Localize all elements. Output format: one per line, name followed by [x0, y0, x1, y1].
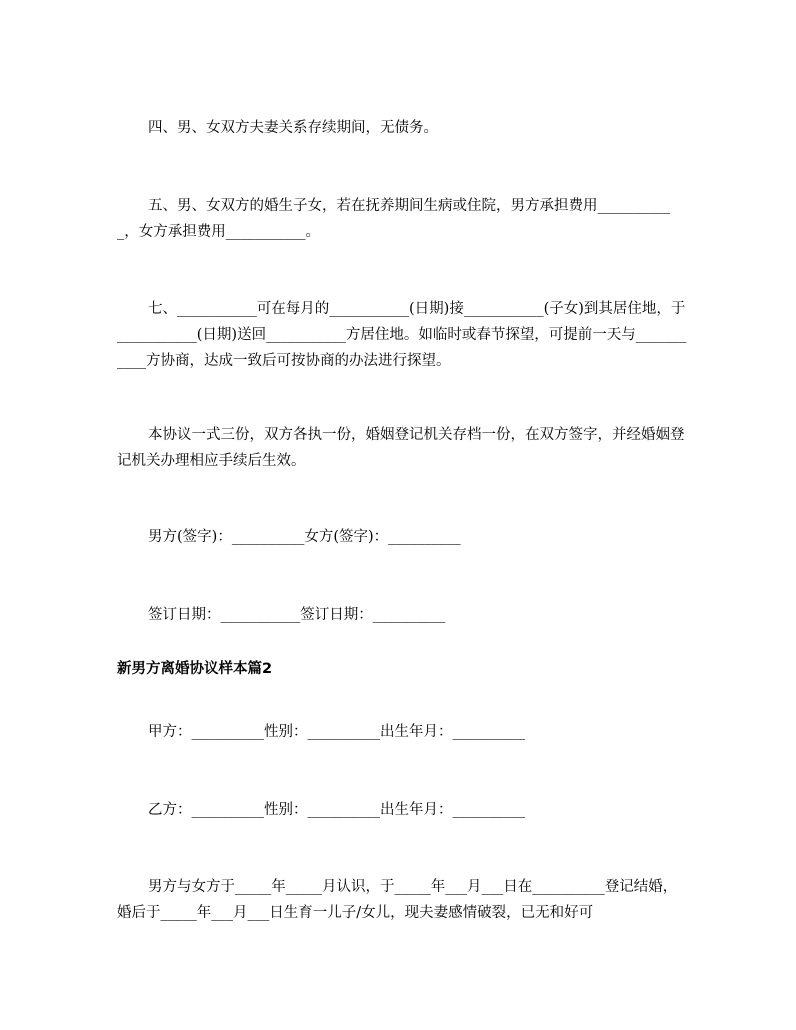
party-a-line: 甲方：__________性别：__________出生年月：__________	[148, 724, 525, 740]
section-heading: 新男方离婚协议样本篇2	[117, 661, 273, 677]
sign-date-line: 签订日期：___________签订日期：__________	[148, 607, 446, 623]
clause-5-paragraph: 五、男、女双方的婚生子女，若在抚养期间生病或住院，男方承担费用___________，女方承担费用___________。	[117, 198, 670, 240]
clause-4-paragraph: 四、男、女双方夫妻关系存续期间，无债务。	[148, 120, 438, 136]
copies-paragraph: 本协议一式三份，双方各执一份，婚姻登记机关存档一份，在双方签字，并经婚姻登记机关办理相应手续后生效。	[117, 427, 685, 469]
clause-7-paragraph: 七、___________可在每月的___________(日期)接___________(子女)到其居住地，于___________(日期)送回___________方居住地。如临时或春节探望，可提前一天与___________方协商，达成一致后可按协商的办法进行探望。	[117, 301, 687, 369]
marriage-paragraph: 男方与女方于_____年_____月认识，于_____年___月___日在__________登记结婚，婚后于_____年___月___日生育一儿子/女儿，现夫妻感情破裂，已无和好可	[117, 879, 678, 921]
party-b-line: 乙方：__________性别：__________出生年月：__________	[148, 802, 525, 818]
signature-line: 男方(签字)：__________女方(签字)：__________	[148, 529, 461, 545]
